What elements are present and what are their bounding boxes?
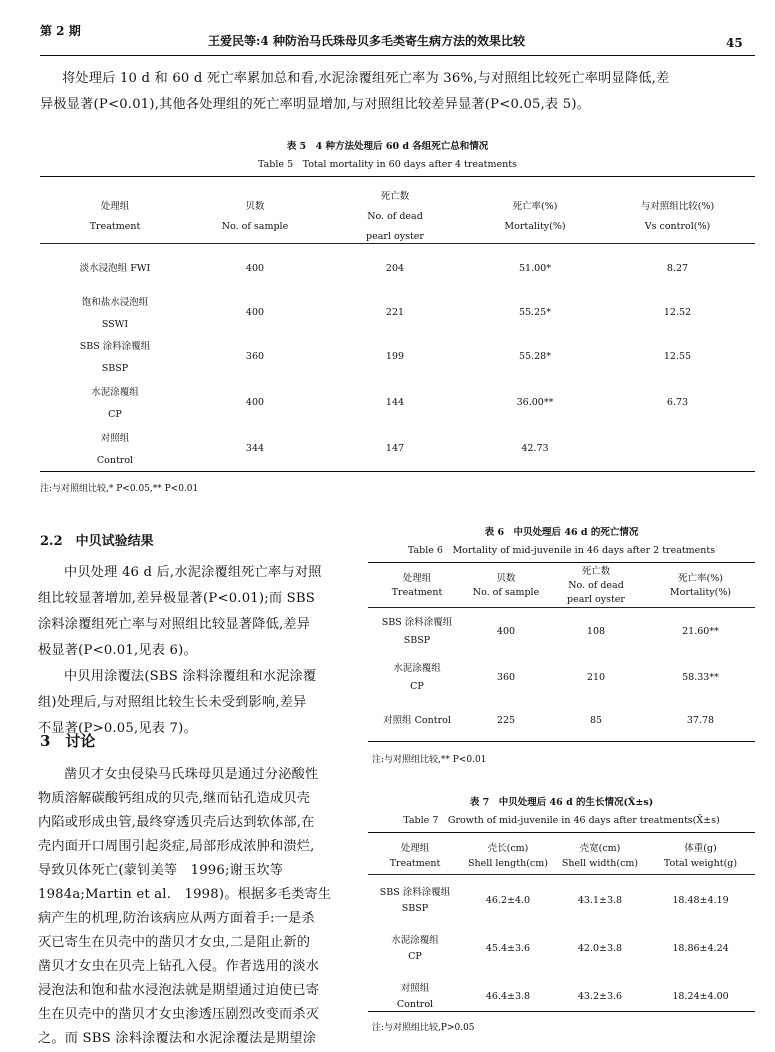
- section-3-line: 灭已寄生在贝壳中的凿贝才女虫,二是阻止新的: [38, 935, 311, 950]
- table-5-group-cell: SBS 涂料涂覆组: [79, 341, 151, 352]
- table-6-mortality-cell: 37.78: [686, 715, 715, 726]
- table-7-header-cell: Shell length(cm): [468, 858, 548, 869]
- table-7-top-rule: [368, 832, 755, 833]
- table-5-dead-cell: 204: [385, 263, 405, 274]
- table-6-group-cell: 对照组 Control: [383, 715, 451, 726]
- table-7-weight-cell: 18.48±4.19: [672, 895, 729, 906]
- table-5-group-cell: CP: [108, 409, 122, 420]
- table-5-vs-control-cell: 6.73: [666, 397, 689, 408]
- table-5-group-cell: 对照组: [100, 433, 130, 444]
- table-7-group-cell: SBSP: [401, 903, 429, 914]
- section-3-line: 浸泡法和饱和盐水浸泡法就是期望通过迫使已寄: [38, 983, 320, 998]
- table-5-group-cell: Control: [96, 455, 134, 466]
- table-5-header-cell: No. of dead: [367, 211, 423, 222]
- table-5-group-cell: SBSP: [101, 363, 129, 374]
- table-5-dead-cell: 221: [385, 307, 405, 318]
- table-5-top-rule: [40, 176, 755, 177]
- table-5-mortality-cell: 42.73: [521, 443, 549, 454]
- table-5-vs-control-cell: 8.27: [666, 263, 689, 274]
- intro-line-2: 异极显著(P<0.01),其他各处理组的死亡率明显增加,与对照组比较差异显著(P<0.05,表 5)。: [40, 97, 591, 112]
- table-5-header-cell: Vs control(%): [644, 221, 711, 232]
- table-6-bottom-rule: [368, 741, 755, 742]
- table-7-header-cell: 壳宽(cm): [579, 843, 621, 854]
- table-6-dead-cell: 210: [586, 672, 606, 683]
- section-2-2-line: 中贝用涂覆法(SBS 涂料涂覆组和水泥涂覆: [64, 669, 317, 684]
- table-7-header-cell: 体重(g): [684, 843, 717, 854]
- table-5-header-cell: Mortality(%): [504, 221, 566, 232]
- table-5-caption-cn: 表 5 4 种方法处理后 60 d 各组死亡总和情况: [286, 141, 489, 152]
- table-7-header-rule: [368, 874, 755, 875]
- table-5-mortality-cell: 55.28*: [519, 351, 551, 362]
- table-6-group-cell: 水泥涂覆组: [393, 663, 441, 674]
- table-5-sample-cell: 344: [245, 443, 265, 454]
- table-6-header-cell: 贝数: [496, 573, 516, 584]
- section-3-line: 生在贝壳中的凿贝才女虫渗透压剧烈改变而杀灭: [38, 1007, 320, 1022]
- page-number: 45: [726, 36, 743, 50]
- table-7-header-cell: 处理组: [400, 843, 430, 854]
- table-7-width-cell: 43.1±3.8: [577, 895, 623, 906]
- table-5-header-cell: 死亡数: [380, 191, 410, 202]
- table-6-mortality-cell: 21.60**: [682, 626, 719, 637]
- section-3-line: 凿贝才女虫在贝壳上钻孔入侵。作者选用的淡水: [38, 959, 320, 974]
- table-6-header-cell: Treatment: [391, 587, 443, 598]
- table-5-header-cell: Treatment: [89, 221, 141, 232]
- table-6-header-cell: Mortality(%): [669, 587, 732, 598]
- table-6-group-cell: SBSP: [403, 635, 431, 646]
- issue-number: 第 2 期: [40, 24, 81, 38]
- table-7-weight-cell: 18.86±4.24: [672, 943, 729, 954]
- table-6-dead-cell: 85: [589, 715, 603, 726]
- table-5-header-rule: [40, 243, 755, 244]
- table-7-caption-en: Table 7 Growth of mid-juvenile in 46 days after treatments(X̄±s): [403, 815, 720, 826]
- table-6-header-cell: pearl oyster: [567, 594, 625, 605]
- table-5-mortality-cell: 51.00*: [519, 263, 551, 274]
- table-7-header-cell: Shell width(cm): [561, 858, 639, 869]
- table-7-weight-cell: 18.24±4.00: [672, 991, 729, 1002]
- section-3-line: 内陷或形成虫管,最终穿透贝壳后达到软体部,在: [38, 815, 315, 830]
- table-5-dead-cell: 199: [385, 351, 405, 362]
- section-2-2-line: 极显著(P<0.01,见表 6)。: [38, 643, 197, 658]
- table-5-header-cell: 处理组: [100, 201, 130, 212]
- table-7-length-cell: 46.2±4.0: [485, 895, 531, 906]
- section-2-2-line: 组比较显著增加,差异极显著(P<0.01);而 SBS: [38, 591, 315, 606]
- table-7-note: 注:与对照组比较,P>0.05: [372, 1023, 475, 1033]
- table-7-length-cell: 46.4±3.8: [485, 991, 531, 1002]
- section-3-line: 之。而 SBS 涂料涂覆法和水泥涂覆法是期望涂: [38, 1031, 317, 1046]
- running-title: 王爱民等:4 种防治马氏珠母贝多毛类寄生病方法的效果比较: [208, 34, 525, 48]
- table-7-group-cell: SBS 涂料涂覆组: [379, 887, 451, 898]
- section-3-line: 病产生的机理,防治该病应从两方面着手:一是杀: [38, 911, 315, 926]
- table-5-vs-control-cell: 12.55: [663, 351, 692, 362]
- table-5-mortality-cell: 36.00**: [516, 397, 554, 408]
- table-7-group-cell: Control: [396, 999, 434, 1010]
- table-6-caption-cn: 表 6 中贝处理后 46 d 的死亡情况: [484, 527, 639, 538]
- table-5-sample-cell: 400: [245, 397, 265, 408]
- table-5-caption-en: Table 5 Total mortality in 60 days after 4 treatments: [258, 159, 517, 170]
- table-7-header-cell: 壳长(cm): [487, 843, 529, 854]
- table-5-header-cell: 死亡率(%): [512, 201, 558, 212]
- table-7-group-cell: 水泥涂覆组: [391, 935, 439, 946]
- table-6-sample-cell: 225: [496, 715, 516, 726]
- table-6-sample-cell: 400: [496, 626, 516, 637]
- table-5-sample-cell: 360: [245, 351, 265, 362]
- table-5-note: 注:与对照组比较,* P<0.05,** P<0.01: [40, 484, 199, 494]
- table-5-dead-cell: 147: [385, 443, 405, 454]
- table-5-group-cell: 水泥涂覆组: [91, 387, 139, 398]
- table-7-length-cell: 45.4±3.6: [485, 943, 531, 954]
- table-5-vs-control-cell: 12.52: [663, 307, 692, 318]
- table-5-mortality-cell: 55.25*: [519, 307, 551, 318]
- section-3-line: 凿贝才女虫侵染马氏珠母贝是通过分泌酸性: [64, 767, 319, 782]
- table-6-top-rule: [368, 562, 755, 563]
- table-7-header-cell: Total weight(g): [663, 858, 738, 869]
- section-3-line: 1984a;Martin et al. 1998)。根据多毛类寄生: [38, 887, 332, 902]
- section-2-2-line: 不显著(P>0.05,见表 7)。: [38, 721, 197, 736]
- section-2-2-heading: 2.2 中贝试验结果: [40, 534, 154, 549]
- table-6-dead-cell: 108: [586, 626, 606, 637]
- table-5-group-cell: 饱和盐水浸泡组: [81, 297, 149, 308]
- table-7-header-cell: Treatment: [389, 858, 441, 869]
- table-5-sample-cell: 400: [245, 263, 265, 274]
- table-6-header-rule: [368, 607, 755, 608]
- section-3-line: 物质溶解碳酸钙组成的贝壳,继而钻孔造成贝壳: [38, 791, 311, 806]
- table-5-header-cell: No. of sample: [221, 221, 289, 232]
- table-7-group-cell: CP: [408, 951, 422, 962]
- section-2-2-line: 涂料涂覆组死亡率与对照组比较显著降低,差异: [38, 617, 311, 632]
- table-5-dead-cell: 144: [385, 397, 405, 408]
- table-7-bottom-rule: [368, 1011, 755, 1012]
- table-5-sample-cell: 400: [245, 307, 265, 318]
- section-2-2-line: 中贝处理 46 d 后,水泥涂覆组死亡率与对照: [64, 565, 322, 580]
- table-6-header-cell: 死亡数: [581, 566, 611, 577]
- table-6-header-cell: 处理组: [402, 573, 432, 584]
- table-5-header-cell: 与对照组比较(%): [640, 201, 715, 212]
- table-7-width-cell: 43.2±3.6: [577, 991, 623, 1002]
- table-6-group-cell: CP: [410, 681, 424, 692]
- section-3-line: 壳内面开口周围引起炎症,局部形成浓肿和溃烂,: [38, 839, 315, 854]
- table-5-group-cell: 淡水浸泡组 FWI: [79, 263, 151, 274]
- table-6-caption-en: Table 6 Mortality of mid-juvenile in 46 days after 2 treatments: [407, 545, 716, 556]
- table-6-header-cell: No. of dead: [568, 580, 624, 591]
- section-2-2-line: 组)处理后,与对照组比较生长未受到影响,差异: [38, 695, 307, 710]
- table-6-sample-cell: 360: [496, 672, 516, 683]
- section-3-line: 导致贝体死亡(蒙钊美等 1996;谢玉坎等: [38, 863, 284, 878]
- table-6-note: 注:与对照组比较,** P<0.01: [372, 755, 487, 765]
- table-6-mortality-cell: 58.33**: [682, 672, 719, 683]
- section-3-heading: 3 讨论: [40, 732, 96, 750]
- table-6-group-cell: SBS 涂料涂覆组: [381, 617, 453, 628]
- table-6-header-cell: No. of sample: [472, 587, 540, 598]
- table-5-bottom-rule: [40, 471, 755, 472]
- table-5-group-cell: SSWI: [101, 319, 129, 330]
- header-rule: [40, 55, 755, 56]
- table-5-header-cell: pearl oyster: [366, 231, 424, 242]
- table-7-caption-cn: 表 7 中贝处理后 46 d 的生长情况(X̄±s): [469, 797, 654, 808]
- intro-line-1: 将处理后 10 d 和 60 d 死亡率累加总和看,水泥涂覆组死亡率为 36%,与对照组比较死亡率明显降低,差: [62, 71, 670, 86]
- table-5-header-cell: 贝数: [245, 201, 265, 212]
- table-6-header-cell: 死亡率(%): [678, 573, 723, 584]
- table-7-width-cell: 42.0±3.8: [577, 943, 623, 954]
- table-7-group-cell: 对照组: [400, 983, 430, 994]
